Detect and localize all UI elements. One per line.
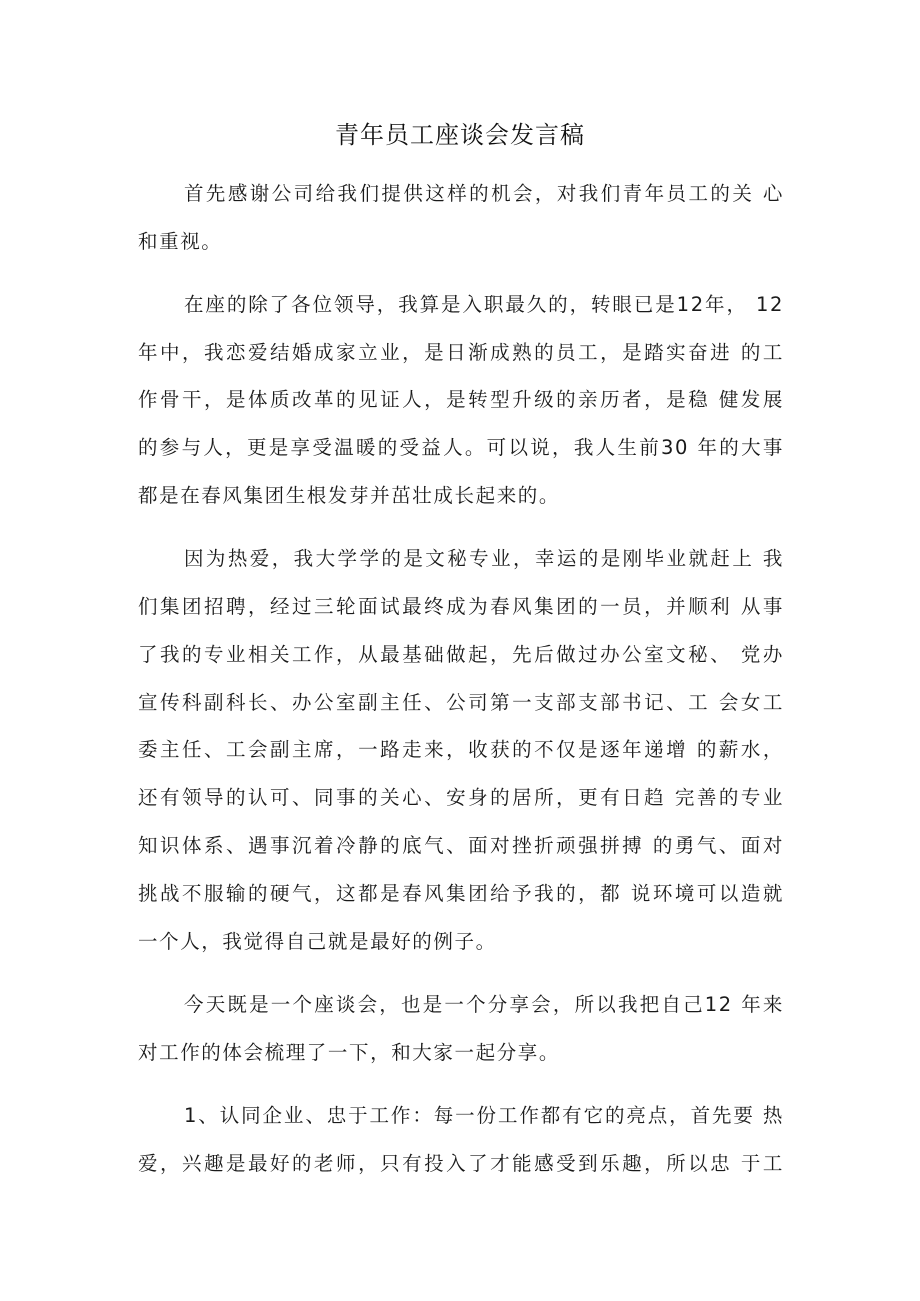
paragraph-3-line-2: 们集团招聘，经过三轮面试最终成为春风集团的一员，并顺利 从事 <box>138 595 784 618</box>
paragraph-2-line-2: 年中，我恋爱结婚成家立业，是日渐成熟的员工，是踏实奋进 的工 <box>138 341 784 364</box>
paragraph-2-line-3: 作骨干，是体质改革的见证人，是转型升级的亲历者，是稳 健发展 <box>138 388 784 411</box>
paragraph-3-line-7: 知识体系、遇事沉着冷静的底气、面对挫折顽强拼搏 的勇气、面对 <box>138 834 784 857</box>
paragraph-3-line-9: 一个人，我觉得自己就是最好的例子。 <box>138 930 497 953</box>
paragraph-4-line-1: 今天既是一个座谈会，也是一个分享会，所以我把自己12 年来 <box>184 993 784 1016</box>
paragraph-4-line-2: 对工作的体会梳理了一下，和大家一起分享。 <box>138 1041 561 1064</box>
paragraph-2-line-5: 都是在春风集团生根发芽并茁壮成长起来的。 <box>138 484 561 507</box>
paragraph-2-line-4: 的参与人，更是享受温暖的受益人。可以说，我人生前30 年的大事 <box>138 436 784 459</box>
paragraph-3-line-1: 因为热爱，我大学学的是文秘专业，幸运的是刚毕业就赶上 我 <box>184 547 784 570</box>
paragraph-1-line-1: 首先感谢公司给我们提供这样的机会，对我们青年员工的关 心 <box>184 182 784 205</box>
paragraph-5-line-2: 爱，兴趣是最好的老师，只有投入了才能感受到乐趣，所以忠 于工 <box>138 1152 784 1175</box>
paragraph-3-line-4: 宣传科副科长、办公室副主任、公司第一支部支部书记、工 会女工 <box>138 691 784 714</box>
paragraph-3-line-5: 委主任、工会副主席，一路走来，收获的不仅是逐年递增 的薪水， <box>138 738 784 761</box>
paragraph-2-line-1: 在座的除了各位领导，我算是入职最久的，转眼已是12年， 12 <box>184 293 784 316</box>
paragraph-1-line-2: 和重视。 <box>138 230 223 253</box>
document-title: 青年员工座谈会发言稿 <box>335 121 585 149</box>
paragraph-3-line-8: 挑战不服输的硬气，这都是春风集团给予我的，都 说环境可以造就 <box>138 882 784 905</box>
paragraph-5-line-1: 1、认同企业、忠于工作：每一份工作都有它的亮点，首先要 热 <box>184 1104 784 1127</box>
paragraph-3-line-3: 了我的专业相关工作，从最基础做起，先后做过办公室文秘、 党办 <box>138 643 784 666</box>
paragraph-3-line-6: 还有领导的认可、同事的关心、安身的居所，更有日趋 完善的专业 <box>138 786 784 809</box>
